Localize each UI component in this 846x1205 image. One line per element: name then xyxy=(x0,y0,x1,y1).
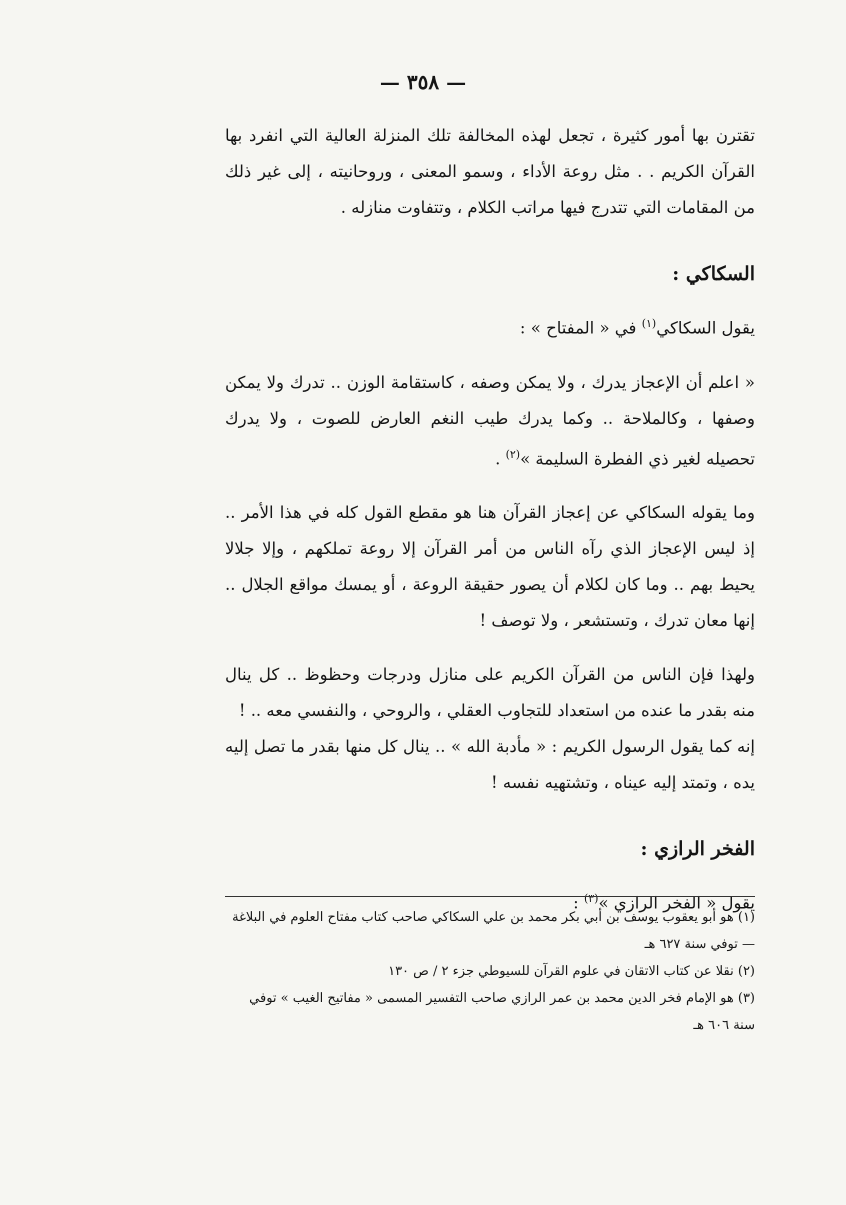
sakkaki-lead-end: في « المفتاح » : xyxy=(519,318,642,338)
sakkaki-lead xyxy=(225,306,755,347)
footnote-ref-2: (٢) xyxy=(505,447,521,461)
footnote-ref-1: (١) xyxy=(641,317,657,330)
razi-lead-end: : xyxy=(573,893,584,913)
commentary-paragraph-3: إنه كما يقول الرسول الكريم : « مأدبة الله » .. ينال كل منها بقدر ما تصل إليه يده ، وتمتد إليه عيناه ، وتشتهيه نفسه ! xyxy=(225,737,755,792)
sakkaki-quote-end: . xyxy=(495,449,506,468)
main-text xyxy=(225,118,755,922)
commentary-paragraph-1: وما يقوله السكاكي عن إعجاز القرآن هنا هو مقطع القول كله في هذا الأمر .. إذ ليس الإعجاز الذي رآه الناس من أمر القرآن إلا روعة تملكهم ، وإلا جلالا يحيط بهم .. وما كان لكلام أن يصور حقيقة الروعة ، أو يمسك مواقع الجلال .. إنها معان تدرك ، وتستشعر ، ولا توصف ! xyxy=(225,503,755,630)
section-heading-razi: الفخر الرازي : xyxy=(640,838,755,860)
footnote-2: (٢) نقلا عن كتاب الاتقان في علوم القرآن للسيوطي جزء ٢ / ص ١٣٠ xyxy=(388,964,755,979)
sakkaki-quote xyxy=(225,365,755,478)
commentary-paragraph-2: ولهذا فإن الناس من القرآن الكريم على منازل ودرجات وحظوظ .. كل ينال منه بقدر ما عنده من استعداد للتجاوب العقلي ، والروحي ، والنفسي معه .. ! xyxy=(225,665,755,720)
footnotes xyxy=(225,904,755,1039)
footnote-ref-3: (٣) xyxy=(583,892,599,905)
footnote-3: (٣) هو الإمام فخر الدين محمد بن عمر الرازي صاحب التفسير المسمى « مفاتيح الغيب » توفي سنة ٦٠٦ هـ xyxy=(249,991,755,1033)
footnote-1: (١) هو أبو يعقوب يوسف بن أبي بكر محمد بن علي السكاكي صاحب كتاب مفتاح العلوم في البلاغة — توفي سنة ٦٢٧ هـ xyxy=(232,910,755,952)
section-heading-sakkaki: السكاكي : xyxy=(672,263,755,285)
page-number: — ٣٥٨ — xyxy=(379,70,467,94)
razi-lead-text: يقول « الفخر الرازي » xyxy=(598,893,755,913)
sakkaki-quote-text: « اعلم أن الإعجاز يدرك ، ولا يمكن وصفه ، كاستقامة الوزن .. تدرك ولا يمكن وصفها ، وكالملاحة .. وكما يدرك طيب النغم العارض للصوت ، ولا يدرك تحصيله لغير ذي الفطرة السليمة » xyxy=(225,372,755,468)
intro-paragraph: تقترن بها أمور كثيرة ، تجعل لهذه المخالفة تلك المنزلة العالية التي انفرد بها القرآن الكريم . . مثل روعة الأداء ، وسمو المعنى ، وروحانيته ، إلى غير ذلك من المقامات التي تتدرج فيها مراتب الكلام ، وتتفاوت منازله . xyxy=(225,126,755,217)
footnote-divider xyxy=(225,896,755,897)
sakkaki-lead-text: يقول السكاكي xyxy=(656,318,755,338)
